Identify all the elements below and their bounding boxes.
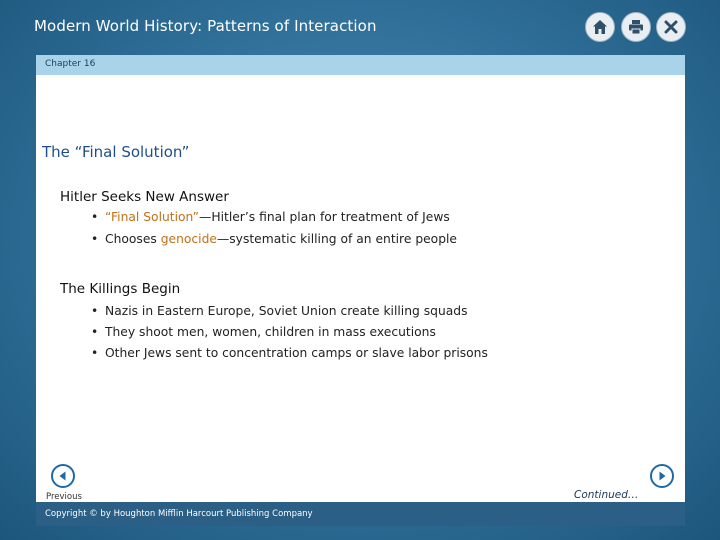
section-heading: Hitler Seeks New Answer <box>60 189 229 205</box>
close-icon <box>663 19 679 35</box>
close-button[interactable] <box>656 12 686 42</box>
left-arrow-icon <box>57 470 69 482</box>
home-button[interactable] <box>585 12 615 42</box>
app-title: Modern World History: Patterns of Interaction <box>34 17 377 35</box>
slide-content <box>36 75 685 502</box>
previous-label[interactable]: Previous <box>46 492 82 502</box>
bullet-item: • Nazis in Eastern Europe, Soviet Union create killing squads <box>91 304 468 318</box>
bullet-dot: • <box>91 325 99 339</box>
previous-button[interactable] <box>51 464 75 488</box>
bullet-dot: • <box>91 304 99 318</box>
chapter-bar <box>36 55 685 75</box>
next-button[interactable] <box>650 464 674 488</box>
print-button[interactable] <box>621 12 651 42</box>
footer-bar <box>36 502 685 526</box>
highlight-term: “Final Solution” <box>105 210 200 224</box>
print-icon <box>627 18 645 36</box>
bullet-item: • “Final Solution”—Hitler’s final plan for treatment of Jews <box>91 210 450 224</box>
bullet-item: • Other Jews sent to concentration camps or slave labor prisons <box>91 346 488 360</box>
slide-title: The “Final Solution” <box>42 143 190 161</box>
bullet-dot: • <box>91 346 99 360</box>
bullet-item: • They shoot men, women, children in mass executions <box>91 325 436 339</box>
home-icon <box>591 18 609 36</box>
next-label[interactable]: Next <box>652 492 672 502</box>
right-arrow-icon <box>656 470 668 482</box>
copyright-text: Copyright © by Houghton Mifflin Harcourt Publishing Company <box>45 509 313 519</box>
continued-label: Continued… <box>574 489 639 501</box>
chapter-label: Chapter 16 <box>45 59 96 69</box>
bullet-dot: • <box>91 210 99 224</box>
highlight-term: genocide <box>160 232 217 246</box>
bullet-dot: • <box>91 232 99 246</box>
section-heading: The Killings Begin <box>60 281 181 297</box>
bullet-item: • Chooses genocide—systematic killing of an entire people <box>91 232 457 246</box>
